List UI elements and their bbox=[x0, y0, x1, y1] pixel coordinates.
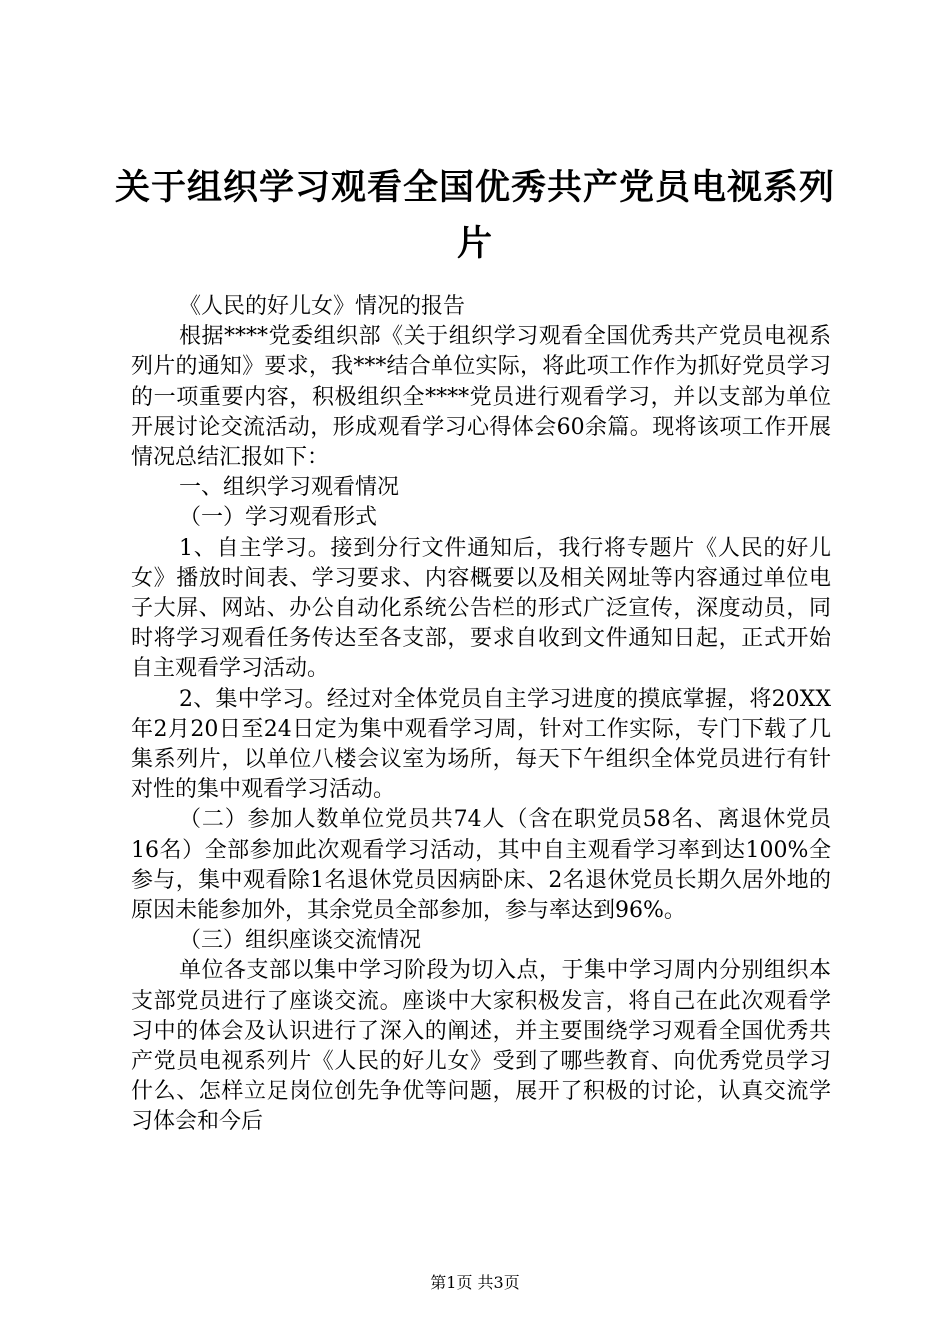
document-title: 关于组织学习观看全国优秀共产党员电视系列片 bbox=[114, 168, 835, 264]
section-heading-1: 一、组织学习观看情况 bbox=[179, 475, 400, 501]
paragraph-self-study: 1、自主学习。接到分行文件通知后，我行将专题片《人民的好儿女》播放时间表、学习要求、内容概要以及相关网址等内容通过单位电子大屏、网站、办公自动化系统公告栏的形式广泛宣传，深度动员，同时将学习观看任务传达至各支部，要求自收到文件通知日起，正式开始自主观看学习活动。 bbox=[131, 535, 831, 682]
subsection-heading-1: （一）学习观看形式 bbox=[179, 505, 378, 531]
paragraph-discussion: 单位各支部以集中学习阶段为切入点，于集中学习周内分别组织本支部党员进行了座谈交流。座谈中大家积极发言，将自己在此次观看学习中的体会及认识进行了深入的阐述，并主要围绕学习观看全国优秀共产党员电视系列片《人民的好儿女》受到了哪些教育、向优秀党员学习什么、怎样立足岗位创先争优等问题，展开了积极的讨论，认真交流学习体会和今后 bbox=[131, 958, 831, 1135]
document-body bbox=[131, 292, 831, 1138]
paragraph-intro: 根据****党委组织部《关于组织学习观看全国优秀共产党员电视系列片的通知》要求，我***结合单位实际，将此项工作作为抓好党员学习的一项重要内容，积极组织全****党员进行观看学习，并以支部为单位开展讨论交流活动，形成观看学习心得体会60余篇。现将该项工作开展情况总结汇报如下： bbox=[131, 324, 831, 471]
paragraph-report-subtitle: 《人民的好儿女》情况的报告 bbox=[179, 294, 466, 319]
subsection-heading-3: （三）组织座谈交流情况 bbox=[179, 928, 422, 954]
paragraph-participants: （二）参加人数单位党员共74人（含在职党员58名、离退休党员16名）全部参加此次观看学习活动，其中自主观看学习率到达100%全参与，集中观看除1名退休党员因病卧床、2名退休党员长期久居外地的原因未能参加外，其余党员全部参加，参与率达到96%。 bbox=[131, 807, 831, 924]
page-footer: 第1页 共3页 bbox=[430, 1273, 520, 1292]
paragraph-group-study: 2、集中学习。经过对全体党员自主学习进度的摸底掌握，将20XX年2月20日至24日定为集中观看学习周，针对工作实际，专门下载了几集系列片，以单位八楼会议室为场所，每天下午组织全体党员进行有针对性的集中观看学习活动。 bbox=[131, 686, 831, 803]
